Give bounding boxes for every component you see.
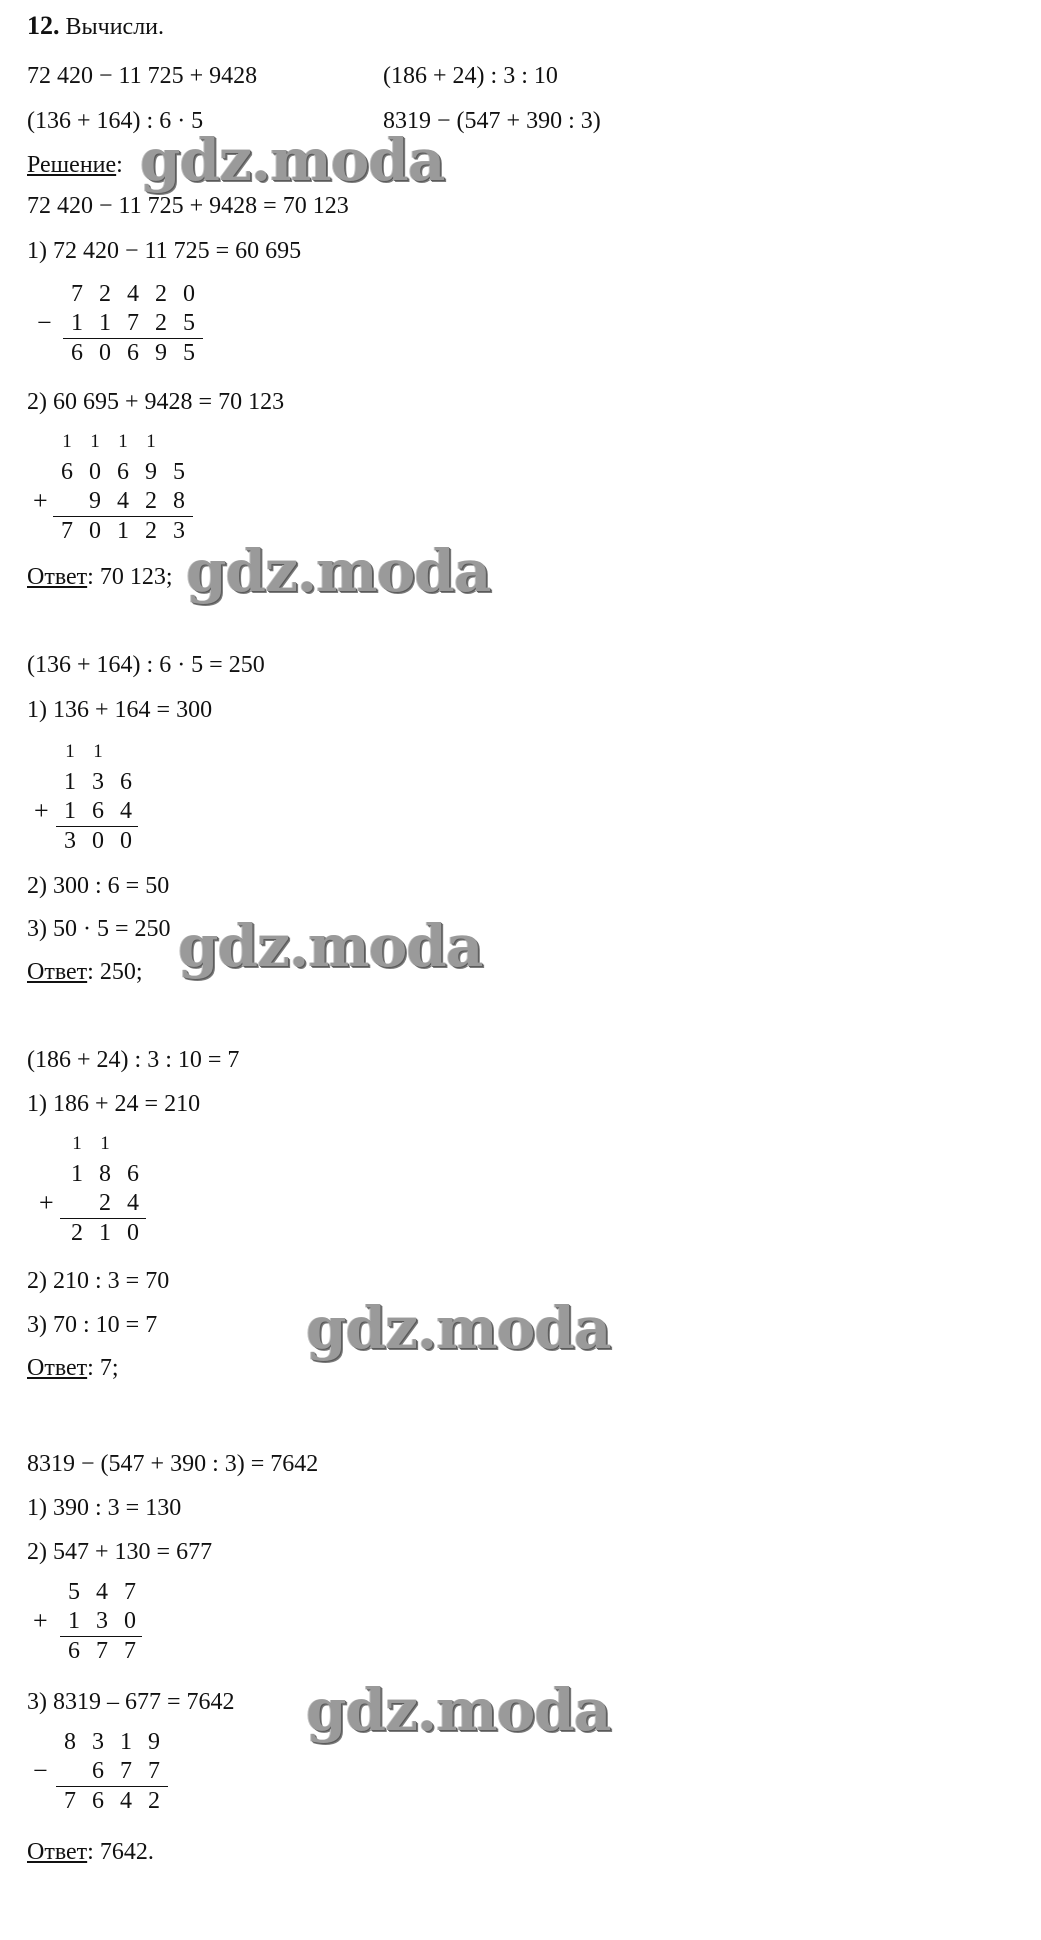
digit: 4 [127,1190,139,1216]
problem-1: 72 420 − 11 725 + 9428 [27,63,258,89]
digit: 7 [124,1638,136,1664]
digit: 4 [120,1788,132,1814]
digit: 6 [117,459,129,485]
digit: 1 [120,1729,132,1755]
digit: 4 [120,798,132,824]
digit: 1 [64,769,76,795]
digit: 5 [68,1579,80,1605]
task-title: Вычисли. [65,14,165,40]
digit: 6 [92,798,104,824]
digit: 0 [124,1608,136,1634]
p1-addition-column [33,428,203,548]
problem-3: (136 + 164) : 6 · 5 [27,108,204,134]
digit: 1 [71,310,83,336]
task-header [27,12,164,41]
p2-addition-column [34,738,156,858]
p1-step-2: 2) 60 695 + 9428 = 70 123 [27,389,285,415]
solution-label: Решение [27,152,117,178]
digit: 6 [120,769,132,795]
digit: 9 [155,340,167,366]
p1-subtraction-column [37,280,213,370]
minus-sign: − [37,308,52,337]
digit: 0 [89,518,101,544]
p3-step-3: 3) 70 : 10 = 7 [27,1312,158,1338]
plus-sign: + [34,796,49,825]
p4-subtraction-column [33,1728,196,1818]
solution-heading: Решение: [27,152,123,178]
digit: 7 [127,310,139,336]
digit: 2 [71,1220,83,1246]
carry-digit: 1 [65,741,75,762]
digit: 6 [68,1638,80,1664]
digit: 1 [99,1220,111,1246]
plus-sign: + [39,1188,54,1217]
digit: 6 [127,1161,139,1187]
p3-equation: (186 + 24) : 3 : 10 = 7 [27,1047,240,1073]
digit: 8 [173,488,185,514]
digit: 3 [92,1729,104,1755]
p4-answer: Ответ: 7642. [27,1839,154,1865]
p2-step-1: 1) 136 + 164 = 300 [27,697,213,723]
task-number: 12. [27,11,60,40]
digit: 3 [64,828,76,854]
digit: 4 [127,281,139,307]
digit: 6 [92,1758,104,1784]
p1-answer: Ответ: 70 123; [27,564,173,590]
plus-sign: + [33,1606,48,1635]
minus-sign: − [33,1756,48,1785]
digit: 2 [145,518,157,544]
digit: 7 [71,281,83,307]
digit: 8 [64,1729,76,1755]
p3-step-1: 1) 186 + 24 = 210 [27,1091,201,1117]
watermark-logo: gdz.moda [178,912,483,980]
carry-digit: 1 [72,1133,82,1154]
p4-step-3: 3) 8319 – 677 = 7642 [27,1689,235,1715]
digit: 1 [99,310,111,336]
digit: 1 [68,1608,80,1634]
digit: 9 [148,1729,160,1755]
carry-digit: 1 [146,431,156,452]
digit: 4 [96,1579,108,1605]
p3-addition-column [39,1130,163,1250]
p4-step-2: 2) 547 + 130 = 677 [27,1539,213,1565]
p2-answer: Ответ: 250; [27,959,143,985]
digit: 1 [64,798,76,824]
digit: 9 [89,488,101,514]
digit: 3 [92,769,104,795]
p2-step-2: 2) 300 : 6 = 50 [27,873,170,899]
carry-digit: 1 [100,1133,110,1154]
watermark-logo: gdz.moda [186,537,491,605]
problem-4: 8319 − (547 + 390 : 3) [383,108,601,134]
digit: 2 [148,1788,160,1814]
digit: 2 [145,488,157,514]
digit: 1 [71,1161,83,1187]
digit: 8 [99,1161,111,1187]
p4-equation: 8319 − (547 + 390 : 3) = 7642 [27,1451,319,1477]
digit: 2 [155,310,167,336]
digit: 7 [120,1758,132,1784]
p3-step-2: 2) 210 : 3 = 70 [27,1268,170,1294]
digit: 9 [145,459,157,485]
digit: 0 [99,340,111,366]
p1-step-1: 1) 72 420 − 11 725 = 60 695 [27,238,302,264]
watermark-logo: gdz.moda [306,1676,611,1744]
digit: 7 [124,1579,136,1605]
watermark-logo: gdz.moda [140,126,445,194]
digit: 2 [155,281,167,307]
digit: 7 [64,1788,76,1814]
p4-step-1: 1) 390 : 3 = 130 [27,1495,182,1521]
digit: 6 [127,340,139,366]
watermark-logo: gdz.moda [306,1294,611,1362]
digit: 6 [92,1788,104,1814]
digit: 5 [183,310,195,336]
digit: 0 [120,828,132,854]
carry-digit: 1 [90,431,100,452]
carry-digit: 1 [62,431,72,452]
p1-equation: 72 420 − 11 725 + 9428 = 70 123 [27,193,349,219]
digit: 5 [183,340,195,366]
digit: 3 [96,1608,108,1634]
digit: 0 [183,281,195,307]
p4-addition-column [33,1578,160,1668]
digit: 6 [71,340,83,366]
digit: 2 [99,1190,111,1216]
digit: 1 [117,518,129,544]
digit: 4 [117,488,129,514]
digit: 5 [173,459,185,485]
digit: 6 [61,459,73,485]
digit: 0 [127,1220,139,1246]
digit: 0 [92,828,104,854]
carry-digit: 1 [93,741,103,762]
digit: 3 [173,518,185,544]
carry-digit: 1 [118,431,128,452]
p3-answer: Ответ: 7; [27,1355,119,1381]
problem-2: (186 + 24) : 3 : 10 [383,63,558,89]
digit: 7 [148,1758,160,1784]
digit: 7 [61,518,73,544]
p2-step-3: 3) 50 · 5 = 250 [27,916,171,942]
digit: 0 [89,459,101,485]
plus-sign: + [33,486,48,515]
p2-equation: (136 + 164) : 6 · 5 = 250 [27,652,265,678]
digit: 2 [99,281,111,307]
digit: 7 [96,1638,108,1664]
